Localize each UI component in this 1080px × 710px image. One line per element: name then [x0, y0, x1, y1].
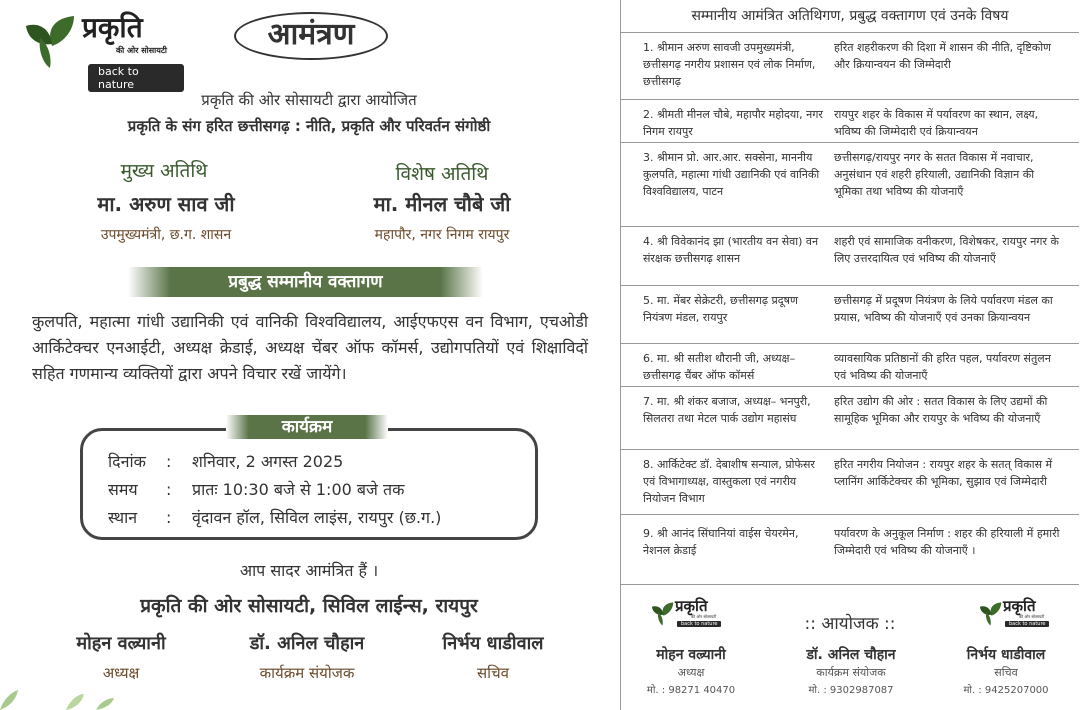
program-value: प्रातः 10:30 बजे से 1:00 बजे तक	[192, 480, 405, 499]
leaf-logo-icon	[24, 12, 78, 68]
program-row-date	[108, 450, 343, 472]
decorative-leaves-icon	[0, 686, 130, 710]
program-value: वृंदावन हॉल, सिविल लाइंस, रायपुर (छ.ग.)	[192, 508, 442, 527]
chief-guest-post: उपमुख्यमंत्री, छ.ग. शासन	[100, 227, 232, 243]
program-title: कार्यक्रम	[226, 415, 388, 439]
organizer-label: :: आयोजक ::	[804, 614, 896, 634]
table-row	[621, 387, 1079, 450]
signatory-name-convener: डॉ. अनिल चौहान	[249, 633, 365, 654]
speaker-topic: छत्तीसगढ़/रायपुर नगर के सतत विकास में नवाचार, अनुसंधान एवं शहरी हरियाली, उद्यानिकी विज्ञान की भूमिका तथा भविष्य की योजनाएँ	[834, 151, 1035, 198]
speaker-topic: पर्यावरण के अनुकूल निर्माण : शहर की हरियाली में हमारी जिम्मेदारी एवं भविष्य की योजनाएँ ।	[834, 527, 1060, 557]
signatory-name-secretary: निर्भय धाडीवाल	[442, 633, 544, 654]
speaker-name: 5. मा. मेंबर सेक्रेटरी, छत्तीसगढ़ प्रदूषण नियंत्रण मंडल, रायपुर	[643, 294, 798, 324]
speaker-name: 8. आर्किटेक्ट डॉ. देबाशीष सन्याल, प्रोफेसर एवं विभागाध्यक्ष, वास्तुकला एवं नगरीय नियोजन विभाग	[643, 458, 815, 505]
prakriti-logo	[24, 8, 184, 91]
speaker-name: 1. श्रीमान अरुण सावजी उपमुख्यमंत्री, छत्तीसगढ़ नगरीय प्रशासन एवं लोक निर्माण, छत्तीसगढ़	[643, 41, 816, 88]
logo-tag: back to nature	[677, 621, 721, 627]
logo-word: प्रकृति	[675, 597, 708, 615]
signatory-role-president: अध्यक्ष	[102, 664, 140, 682]
special-guest-post: महापौर, नगर निगम रायपुर	[374, 227, 510, 243]
organizer-name-secretary: निर्भय धाडीवाल	[966, 647, 1046, 663]
leaf-logo-icon	[979, 600, 1003, 626]
program-colon: :	[166, 480, 172, 499]
speakers-list-panel	[620, 0, 1079, 710]
speaker-topic: हरित नगरीय नियोजन : रायपुर शहर के सतत् विकास में प्लानिंग आर्किटेक्चर की भूमिका, सुझाव एवं जिम्मेदारी	[834, 458, 1053, 488]
organizer-mobile-president: मो. : 98271 40470	[646, 685, 736, 696]
prakriti-logo-small	[651, 598, 725, 632]
seminar-title: प्रकृति के संग हरित छत्तीसगढ़ : नीति, प्रकृति और परिवर्तन संगोष्ठी	[127, 117, 491, 135]
logo-word: प्रकृति	[82, 11, 143, 44]
speaker-name: 4. श्री विवेकानंद झा (भारतीय वन सेवा) वन संरक्षक छत्तीसगढ़ शासन	[643, 235, 819, 265]
program-key: स्थान	[108, 508, 138, 527]
speaker-topic: रायपुर शहर के विकास में पर्यावरण का स्थान, लक्ष्य, भविष्य की जिम्मेदारी एवं क्रियान्वयन	[834, 108, 1039, 138]
special-guest-name: मा. मीनल चौबे जी	[373, 192, 511, 216]
table-row	[621, 450, 1079, 515]
organizer-role-president: अध्यक्ष	[677, 666, 705, 679]
program-row-time	[108, 478, 404, 500]
organizer-role-convener: कार्यक्रम संयोजक	[816, 666, 886, 679]
program-row-venue	[108, 506, 441, 528]
speaker-topic: व्यावसायिक प्रतिष्ठानों की हरित पहल, पर्यावरण संतुलन एवं भविष्य की योजनाएँ	[834, 352, 1051, 382]
speakers-banner: प्रबुद्ध सम्मानीय वक्तागण	[128, 267, 483, 297]
program-key: दिनांक	[108, 452, 146, 471]
speaker-name: 9. श्री आनंद सिंघानियां वाईस चेयरमेन, नेशनल क्रेडाई	[643, 527, 799, 557]
logo-sub: की ओर सोसायटी	[691, 614, 717, 619]
welcome-text: आप सादर आमंत्रित हैं ।	[239, 561, 379, 580]
logo-tag: back to nature	[88, 64, 184, 92]
speakers-table	[621, 32, 1079, 585]
chief-guest-heading: मुख्य अतिथि	[120, 160, 208, 182]
logo-word: प्रकृति	[1003, 597, 1036, 615]
speaker-name: 2. श्रीमती मीनल चौबे, महापौर महोदया, नगर निगम रायपुर	[643, 108, 823, 138]
speaker-topic: छत्तीसगढ़ में प्रदूषण नियंत्रण के लिये पर्यावरण मंडल का प्रयास, भविष्य की योजनाएँ एवं उनका क्रियान्वयन	[834, 294, 1053, 324]
table-row	[621, 286, 1079, 344]
signatory-role-secretary: सचिव	[477, 664, 509, 682]
organizer-mobile-convener: मो. : 9302987087	[808, 685, 894, 696]
signatory-role-convener: कार्यक्रम संयोजक	[259, 664, 355, 682]
table-row	[621, 143, 1079, 227]
speaker-topic: शहरी एवं सामाजिक वनीकरण, विशेषकर, रायपुर नगर के लिए उत्तरदायित्व एवं भविष्य की योजनाएँ	[834, 235, 1059, 265]
special-guest-heading: विशेष अतिथि	[395, 163, 489, 185]
table-row	[621, 33, 1079, 100]
program-key: समय	[108, 480, 138, 499]
organizer-mobile-secretary: मो. : 9425207000	[963, 685, 1049, 696]
program-colon: :	[166, 452, 172, 471]
speaker-name: 7. मा. श्री शंकर बजाज, अध्यक्ष– भनपुरी, सिलतरा तथा मेटल पार्क उद्योग महासंघ	[643, 395, 811, 425]
invitation-heading: आमंत्रण	[234, 12, 388, 60]
speaker-name: 6. मा. श्री सतीश थौरानी जी, अध्यक्ष– छत्तीसगढ़ चैंबर ऑफ कॉमर्स	[643, 352, 796, 382]
logo-sub: की ओर सोसायटी	[1019, 614, 1045, 619]
organizer-line: प्रकृति की ओर सोसायटी द्वारा आयोजित	[201, 91, 417, 109]
organizer-role-secretary: सचिव	[994, 666, 1018, 679]
leaf-logo-icon	[651, 600, 675, 626]
table-row	[621, 344, 1079, 387]
speakers-paragraph: कुलपति, महात्मा गांधी उद्यानिकी एवं वानिकी विश्वविद्यालय, आईएफएस वन विभाग, एचओडी आर्किटेक्चर एनआईटी, अध्यक्ष क्रेडाई, अध्यक्ष चेंबर ऑफ कॉमर्स, उद्योगपतियों एवं शिक्षाविदों सहित गणमान्य व्यक्तियों द्वारा अपने विचार रखें जायेंगे।	[32, 312, 588, 383]
organizer-name-convener: डॉ. अनिल चौहान	[806, 647, 896, 663]
speaker-name: 3. श्रीमान प्रो. आर.आर. सक्सेना, माननीय कुलपति, महात्मा गांधी उद्यानिकी एवं वानिकी विश्वविद्यालय, पाटन	[643, 151, 820, 198]
logo-sub: की ओर सोसायटी	[116, 46, 167, 55]
speakers-list-title: सम्मानीय आमंत्रित अतिथिगण, प्रबुद्ध वक्तागण एवं उनके विषय	[691, 8, 1009, 24]
organizer-name-president: मोहन वल्र्यानी	[656, 647, 726, 663]
program-colon: :	[166, 508, 172, 527]
speaker-topic: हरित शहरीकरण की दिशा में शासन की नीति, दृष्टिकोण और क्रियान्वयन की जिम्मेदारी	[834, 41, 1051, 71]
table-row	[621, 100, 1079, 143]
program-value: शनिवार, 2 अगस्त 2025	[192, 452, 344, 471]
signatory-name-president: मोहन वल्र्यानी	[76, 633, 166, 654]
organization-address: प्रकृति की ओर सोसायटी, सिविल लाईन्स, रायपुर	[140, 595, 478, 617]
speaker-topic: हरित उद्योग की ओर : सतत विकास के लिए उद्यमों की सामूहिक भूमिका और रायपुर के भविष्य की योजनाएँ	[834, 395, 1048, 425]
prakriti-logo-small	[979, 598, 1053, 632]
table-row	[621, 227, 1079, 286]
chief-guest-name: मा. अरुण साव जी	[97, 192, 235, 216]
table-row	[621, 515, 1079, 585]
logo-tag: back to nature	[1005, 621, 1049, 627]
